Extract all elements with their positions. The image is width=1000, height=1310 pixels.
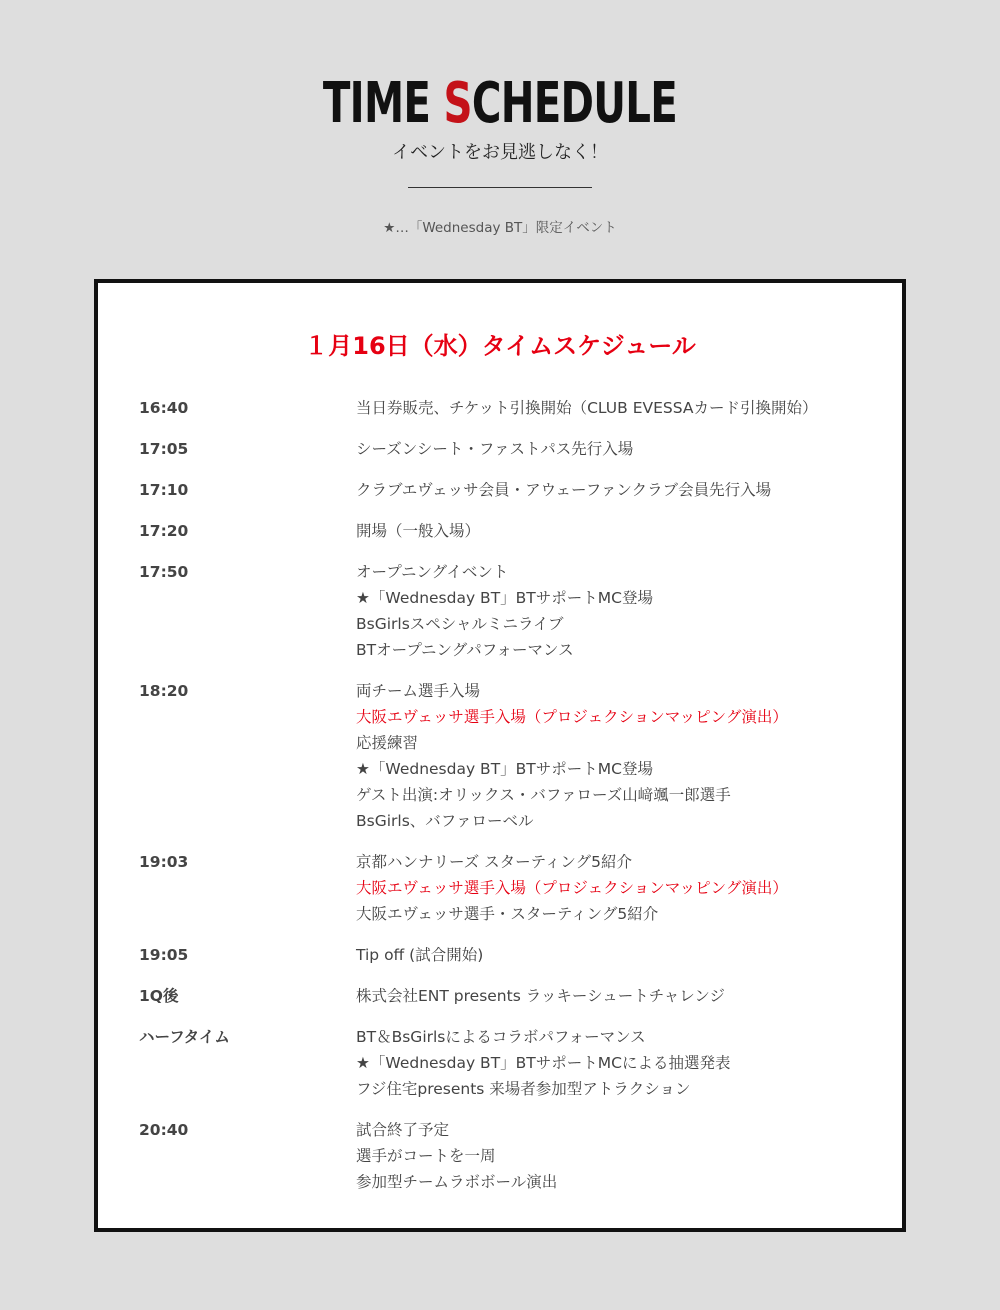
- title-post: CHEDULE: [471, 71, 678, 136]
- schedule-row: [139, 559, 859, 663]
- schedule-row: [139, 983, 859, 1009]
- schedule-time: 17:20: [139, 522, 189, 540]
- schedule-events: [356, 518, 859, 544]
- schedule-event: 株式会社ENT presents ラッキーシュートチャレンジ: [356, 987, 726, 1005]
- schedule-time: 19:05: [139, 946, 189, 964]
- schedule-row: [139, 942, 859, 968]
- schedule-event: ゲスト出演:オリックス・バファローズ山﨑颯一郎選手: [356, 786, 731, 804]
- schedule-event: 応援練習: [356, 734, 419, 752]
- schedule-event-highlight: 大阪エヴェッサ選手入場（プロジェクションマッピング演出）: [356, 879, 788, 897]
- schedule-event: 両チーム選手入場: [356, 682, 481, 700]
- schedule-event: 当日券販売、チケット引換開始（CLUB EVESSAカード引換開始）: [356, 399, 818, 417]
- schedule-list: [139, 395, 859, 1210]
- schedule-event: 大阪エヴェッサ選手・スターティング5紹介: [356, 905, 659, 923]
- schedule-time: 1Q後: [139, 987, 179, 1005]
- schedule-event: ★「Wednesday BT」BTサポートMC登場: [356, 589, 653, 607]
- schedule-time: ハーフタイム: [139, 1028, 230, 1046]
- schedule-row: [139, 395, 859, 421]
- schedule-row: [139, 1117, 859, 1195]
- schedule-event: ★「Wednesday BT」BTサポートMCによる抽選発表: [356, 1054, 731, 1072]
- schedule-events: [356, 849, 859, 927]
- schedule-events: [356, 436, 859, 462]
- legend-note: ★…「Wednesday BT」限定イベント: [383, 220, 617, 236]
- title-pre: TIME: [322, 71, 444, 136]
- schedule-event: シーズンシート・ファストパス先行入場: [356, 440, 634, 458]
- schedule-title: １月16日（水）タイムスケジュール: [304, 332, 696, 360]
- schedule-time: 17:10: [139, 481, 189, 499]
- schedule-card: [94, 279, 906, 1232]
- schedule-event: 開場（一般入場）: [356, 522, 481, 540]
- schedule-event: BsGirls、バファローベル: [356, 812, 534, 830]
- schedule-event: Tip off (試合開始): [356, 946, 484, 964]
- schedule-event: 選手がコートを一周: [356, 1147, 496, 1165]
- schedule-event: 試合終了予定: [356, 1121, 450, 1139]
- header-divider: [408, 187, 592, 188]
- title-accent-letter: S: [443, 71, 472, 136]
- schedule-row: [139, 849, 859, 927]
- page-title: [140, 72, 860, 136]
- schedule-event: 参加型チームラボボール演出: [356, 1173, 558, 1191]
- schedule-events: [356, 1117, 859, 1195]
- schedule-row: [139, 678, 859, 834]
- schedule-row: [139, 436, 859, 462]
- schedule-events: [356, 559, 859, 663]
- schedule-time: 19:03: [139, 853, 189, 871]
- schedule-row: [139, 518, 859, 544]
- schedule-time: 20:40: [139, 1121, 189, 1139]
- schedule-events: [356, 942, 859, 968]
- schedule-event: フジ住宅presents 来場者参加型アトラクション: [356, 1080, 691, 1098]
- schedule-event: BTオープニングパフォーマンス: [356, 641, 574, 659]
- schedule-event: オープニングイベント: [356, 563, 509, 581]
- schedule-event: BT＆BsGirlsによるコラボパフォーマンス: [356, 1028, 646, 1046]
- schedule-events: [356, 983, 859, 1009]
- schedule-event: ★「Wednesday BT」BTサポートMC登場: [356, 760, 653, 778]
- schedule-row: [139, 1024, 859, 1102]
- schedule-event-highlight: 大阪エヴェッサ選手入場（プロジェクションマッピング演出）: [356, 708, 788, 726]
- schedule-events: [356, 395, 859, 421]
- schedule-events: [356, 1024, 859, 1102]
- schedule-time: 17:50: [139, 563, 189, 581]
- schedule-event: 京都ハンナリーズ スターティング5紹介: [356, 853, 632, 871]
- schedule-event: BsGirlsスペシャルミニライブ: [356, 615, 564, 633]
- schedule-events: [356, 477, 859, 503]
- page-subtitle: イベントをお見逃しなく！: [392, 142, 608, 163]
- schedule-time: 17:05: [139, 440, 189, 458]
- schedule-time: 18:20: [139, 682, 189, 700]
- schedule-events: [356, 678, 859, 834]
- schedule-event: クラブエヴェッサ会員・アウェーファンクラブ会員先行入場: [356, 481, 772, 499]
- schedule-row: [139, 477, 859, 503]
- schedule-time: 16:40: [139, 399, 189, 417]
